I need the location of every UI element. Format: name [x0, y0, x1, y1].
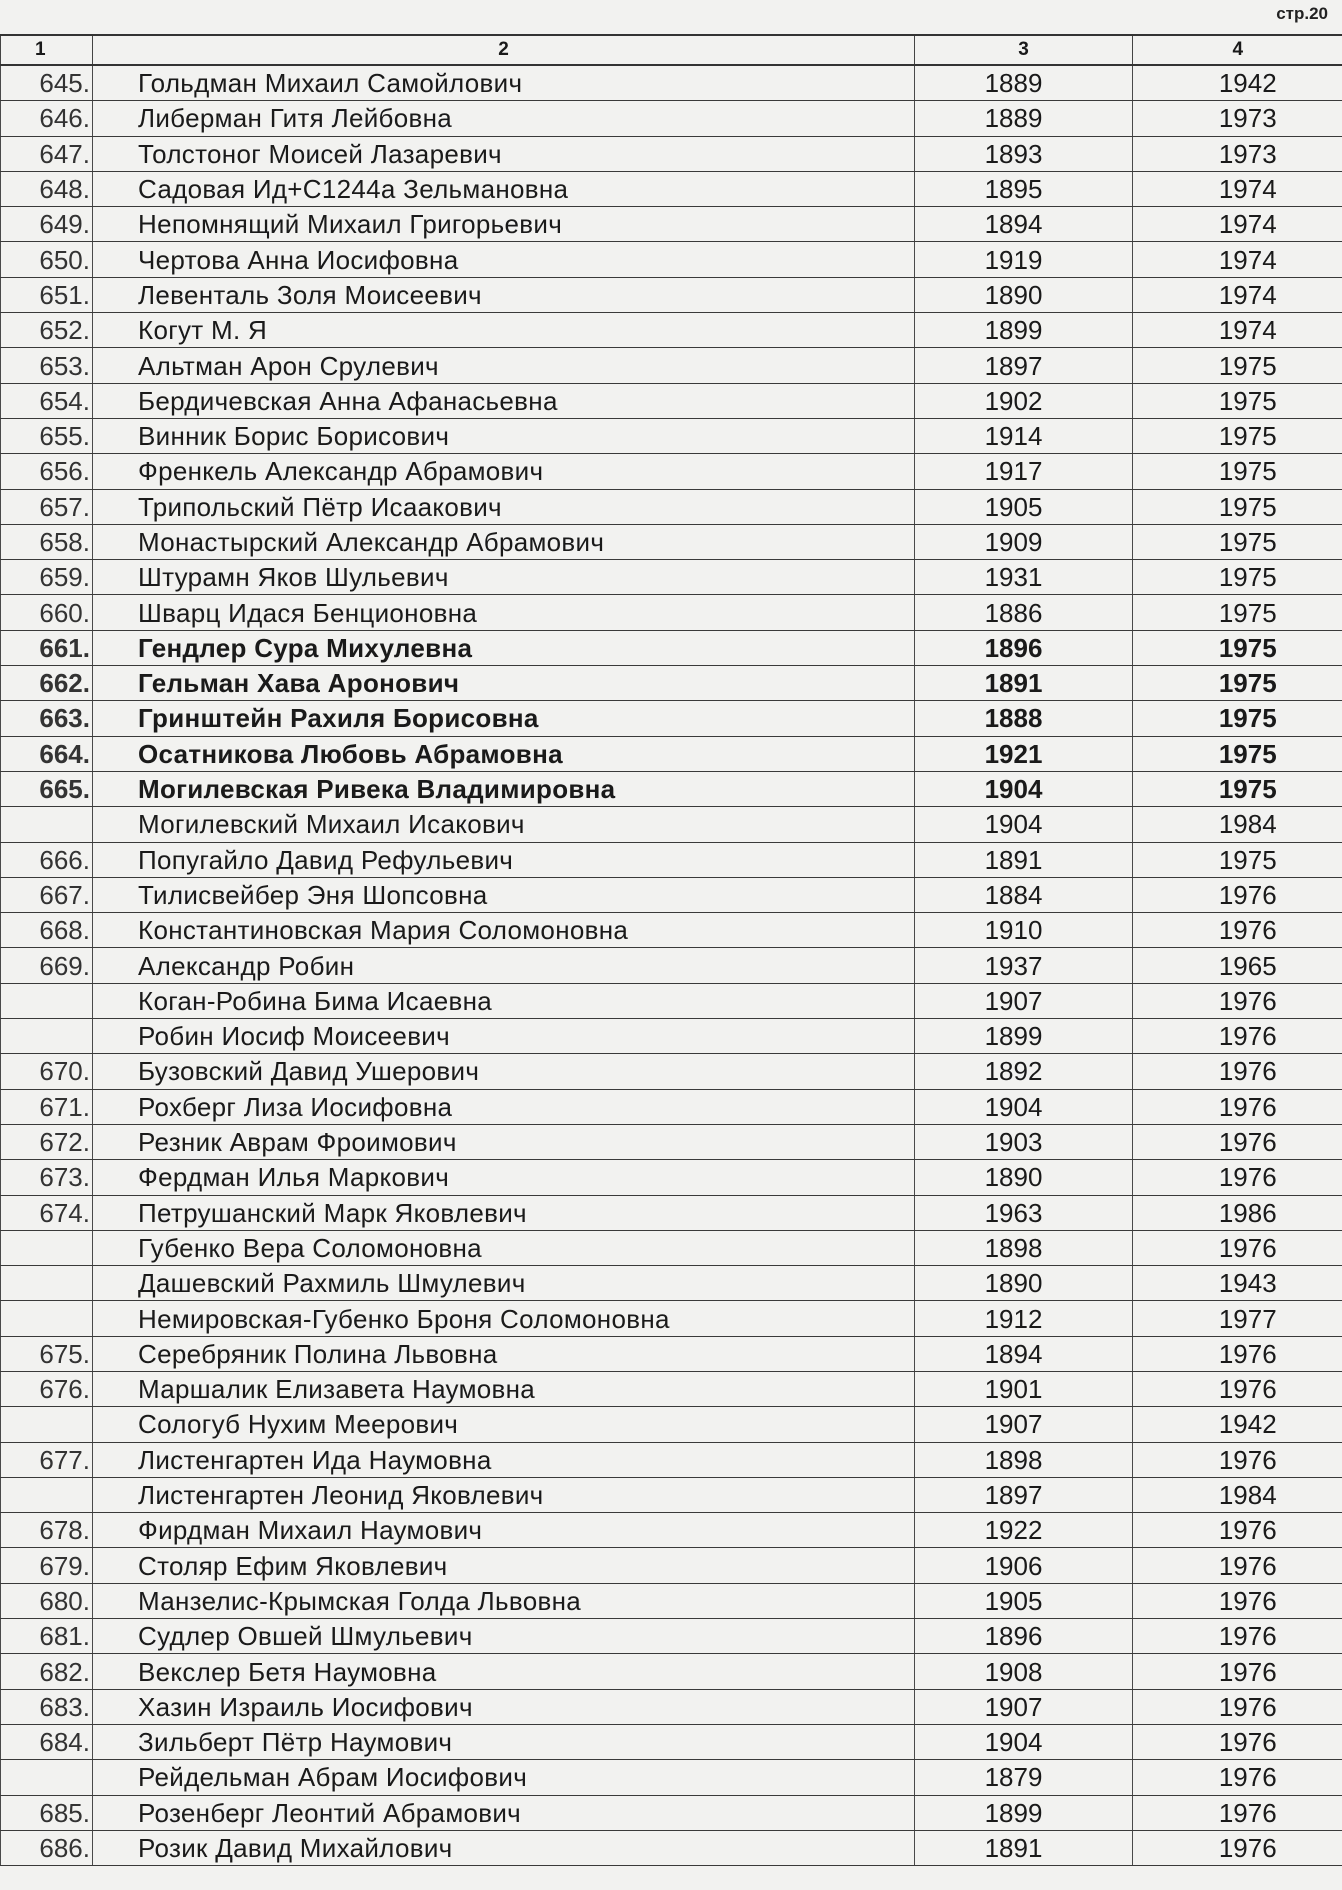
column-header-name: 2 [93, 35, 915, 65]
birth-year-cell: 1905 [915, 489, 1133, 524]
column-header-number: 1 [1, 35, 93, 65]
death-year-cell: 1975 [1133, 383, 1342, 418]
death-year-cell: 1974 [1133, 313, 1342, 348]
table-row [1, 560, 1342, 595]
table-row [1, 171, 1342, 206]
row-number-cell: 677. [1, 1442, 93, 1477]
person-name-cell: Могилевский Михаил Исакович [93, 807, 915, 842]
column-header-death-year: 4 [1133, 35, 1342, 65]
table-row [1, 1266, 1342, 1301]
birth-year-cell: 1894 [915, 1336, 1133, 1371]
person-name-cell: Бердичевская Анна Афанасьевна [93, 383, 915, 418]
death-year-cell: 1976 [1133, 913, 1342, 948]
birth-year-cell: 1963 [915, 1195, 1133, 1230]
person-name-cell: Столяр Ефим Яковлевич [93, 1548, 915, 1583]
death-year-cell: 1975 [1133, 771, 1342, 806]
person-name-cell: Гендлер Сура Михулевна [93, 630, 915, 665]
row-number-cell [1, 1760, 93, 1795]
birth-year-cell: 1892 [915, 1054, 1133, 1089]
birth-year-cell: 1896 [915, 630, 1133, 665]
death-year-cell: 1976 [1133, 1689, 1342, 1724]
person-name-cell: Осатникова Любовь Абрамовна [93, 736, 915, 771]
row-number-cell: 671. [1, 1089, 93, 1124]
row-number-cell: 657. [1, 489, 93, 524]
death-year-cell: 1977 [1133, 1301, 1342, 1336]
row-number-cell: 662. [1, 666, 93, 701]
table-row [1, 595, 1342, 630]
table-row [1, 701, 1342, 736]
table-row [1, 1336, 1342, 1371]
person-name-cell: Листенгартен Ида Наумовна [93, 1442, 915, 1477]
row-number-cell: 645. [1, 65, 93, 101]
person-name-cell: Штурамн Яков Шульевич [93, 560, 915, 595]
table-row [1, 207, 1342, 242]
row-number-cell: 656. [1, 454, 93, 489]
death-year-cell: 1976 [1133, 877, 1342, 912]
person-name-cell: Садовая Ид+С1244а Зельмановна [93, 171, 915, 206]
person-name-cell: Манзелис-Крымская Голда Львовна [93, 1583, 915, 1618]
death-year-cell: 1976 [1133, 1230, 1342, 1265]
person-name-cell: Александр Робин [93, 948, 915, 983]
death-year-cell: 1976 [1133, 1019, 1342, 1054]
table-row [1, 736, 1342, 771]
birth-year-cell: 1886 [915, 595, 1133, 630]
column-header-birth-year: 3 [915, 35, 1133, 65]
birth-year-cell: 1897 [915, 1477, 1133, 1512]
death-year-cell: 1976 [1133, 1795, 1342, 1830]
table-row [1, 1583, 1342, 1618]
table-row [1, 1689, 1342, 1724]
death-year-cell: 1975 [1133, 842, 1342, 877]
birth-year-cell: 1909 [915, 524, 1133, 559]
row-number-cell: 660. [1, 595, 93, 630]
death-year-cell: 1976 [1133, 1619, 1342, 1654]
death-year-cell: 1976 [1133, 1054, 1342, 1089]
table-row [1, 1442, 1342, 1477]
birth-year-cell: 1890 [915, 277, 1133, 312]
row-number-cell: 672. [1, 1124, 93, 1159]
person-name-cell: Розенберг Леонтий Абрамович [93, 1795, 915, 1830]
table-row [1, 948, 1342, 983]
birth-year-cell: 1890 [915, 1160, 1133, 1195]
death-year-cell: 1975 [1133, 630, 1342, 665]
row-number-cell: 674. [1, 1195, 93, 1230]
death-year-cell: 1975 [1133, 701, 1342, 736]
row-number-cell: 651. [1, 277, 93, 312]
person-name-cell: Фердман Илья Маркович [93, 1160, 915, 1195]
person-name-cell: Немировская-Губенко Броня Соломоновна [93, 1301, 915, 1336]
table-row [1, 1724, 1342, 1759]
death-year-cell: 1976 [1133, 1336, 1342, 1371]
burial-register-table [0, 34, 1342, 1866]
table-row [1, 666, 1342, 701]
row-number-cell: 664. [1, 736, 93, 771]
person-name-cell: Сологуб Нухим Меерович [93, 1407, 915, 1442]
table-row [1, 1230, 1342, 1265]
death-year-cell: 1975 [1133, 736, 1342, 771]
birth-year-cell: 1879 [915, 1760, 1133, 1795]
person-name-cell: Монастырский Александр Абрамович [93, 524, 915, 559]
death-year-cell: 1976 [1133, 1124, 1342, 1159]
row-number-cell [1, 1019, 93, 1054]
row-number-cell: 654. [1, 383, 93, 418]
person-name-cell: Петрушанский Марк Яковлевич [93, 1195, 915, 1230]
table-row [1, 1477, 1342, 1512]
birth-year-cell: 1904 [915, 807, 1133, 842]
row-number-cell: 676. [1, 1371, 93, 1406]
person-name-cell: Фирдман Михаил Наумович [93, 1513, 915, 1548]
table-row [1, 1160, 1342, 1195]
table-row [1, 383, 1342, 418]
row-number-cell: 658. [1, 524, 93, 559]
row-number-cell: 668. [1, 913, 93, 948]
person-name-cell: Левенталь Золя Моисеевич [93, 277, 915, 312]
person-name-cell: Гринштейн Рахиля Борисовна [93, 701, 915, 736]
table-row [1, 1513, 1342, 1548]
birth-year-cell: 1896 [915, 1619, 1133, 1654]
row-number-cell: 675. [1, 1336, 93, 1371]
death-year-cell: 1976 [1133, 1654, 1342, 1689]
person-name-cell: Хазин Израиль Иосифович [93, 1689, 915, 1724]
page-number: стр.20 [1276, 4, 1328, 23]
row-number-cell: 661. [1, 630, 93, 665]
birth-year-cell: 1899 [915, 313, 1133, 348]
table-row [1, 983, 1342, 1018]
person-name-cell: Бузовский Давид Ушерович [93, 1054, 915, 1089]
death-year-cell: 1975 [1133, 560, 1342, 595]
person-name-cell: Когут М. Я [93, 313, 915, 348]
table-row [1, 1548, 1342, 1583]
table-row [1, 1795, 1342, 1830]
row-number-cell: 684. [1, 1724, 93, 1759]
person-name-cell: Альтман Арон Срулевич [93, 348, 915, 383]
row-number-cell: 663. [1, 701, 93, 736]
birth-year-cell: 1904 [915, 771, 1133, 806]
birth-year-cell: 1903 [915, 1124, 1133, 1159]
person-name-cell: Коган-Робина Бима Исаевна [93, 983, 915, 1018]
table-row [1, 771, 1342, 806]
birth-year-cell: 1893 [915, 136, 1133, 171]
death-year-cell: 1974 [1133, 277, 1342, 312]
header-row [1, 35, 1342, 65]
row-number-cell: 673. [1, 1160, 93, 1195]
birth-year-cell: 1891 [915, 666, 1133, 701]
person-name-cell: Резник Аврам Фроимович [93, 1124, 915, 1159]
person-name-cell: Гельман Хава Аронович [93, 666, 915, 701]
death-year-cell: 1976 [1133, 1583, 1342, 1618]
person-name-cell: Винник Борис Борисович [93, 418, 915, 453]
person-name-cell: Робин Иосиф Моисеевич [93, 1019, 915, 1054]
birth-year-cell: 1884 [915, 877, 1133, 912]
table-row [1, 630, 1342, 665]
row-number-cell: 659. [1, 560, 93, 595]
table-row [1, 136, 1342, 171]
birth-year-cell: 1894 [915, 207, 1133, 242]
table-row [1, 1830, 1342, 1865]
row-number-cell [1, 1301, 93, 1336]
death-year-cell: 1976 [1133, 1371, 1342, 1406]
row-number-cell: 648. [1, 171, 93, 206]
table-row [1, 1371, 1342, 1406]
death-year-cell: 1974 [1133, 171, 1342, 206]
birth-year-cell: 1889 [915, 101, 1133, 136]
birth-year-cell: 1904 [915, 1089, 1133, 1124]
row-number-cell: 647. [1, 136, 93, 171]
table-row [1, 1407, 1342, 1442]
person-name-cell: Трипольский Пётр Исаакович [93, 489, 915, 524]
death-year-cell: 1975 [1133, 666, 1342, 701]
person-name-cell: Судлер Овшей Шмульевич [93, 1619, 915, 1654]
death-year-cell: 1974 [1133, 242, 1342, 277]
table-row [1, 1301, 1342, 1336]
birth-year-cell: 1937 [915, 948, 1133, 983]
death-year-cell: 1942 [1133, 65, 1342, 101]
table-row [1, 1195, 1342, 1230]
birth-year-cell: 1898 [915, 1230, 1133, 1265]
person-name-cell: Рейдельман Абрам Иосифович [93, 1760, 915, 1795]
table-row [1, 348, 1342, 383]
death-year-cell: 1976 [1133, 983, 1342, 1018]
row-number-cell: 650. [1, 242, 93, 277]
person-name-cell: Тилисвейбер Эня Шопсовна [93, 877, 915, 912]
birth-year-cell: 1910 [915, 913, 1133, 948]
death-year-cell: 1984 [1133, 1477, 1342, 1512]
table-row [1, 454, 1342, 489]
row-number-cell: 681. [1, 1619, 93, 1654]
death-year-cell: 1973 [1133, 101, 1342, 136]
death-year-cell: 1943 [1133, 1266, 1342, 1301]
person-name-cell: Попугайло Давид Рефульевич [93, 842, 915, 877]
birth-year-cell: 1891 [915, 842, 1133, 877]
row-number-cell [1, 1266, 93, 1301]
death-year-cell: 1973 [1133, 136, 1342, 171]
row-number-cell: 667. [1, 877, 93, 912]
row-number-cell: 670. [1, 1054, 93, 1089]
table-row [1, 842, 1342, 877]
birth-year-cell: 1904 [915, 1724, 1133, 1759]
birth-year-cell: 1907 [915, 983, 1133, 1018]
table-row [1, 1619, 1342, 1654]
person-name-cell: Маршалик Елизавета Наумовна [93, 1371, 915, 1406]
person-name-cell: Гольдман Михаил Самойлович [93, 65, 915, 101]
person-name-cell: Розик Давид Михайлович [93, 1830, 915, 1865]
person-name-cell: Дашевский Рахмиль Шмулевич [93, 1266, 915, 1301]
death-year-cell: 1965 [1133, 948, 1342, 983]
row-number-cell: 665. [1, 771, 93, 806]
row-number-cell [1, 983, 93, 1018]
death-year-cell: 1976 [1133, 1160, 1342, 1195]
row-number-cell: 683. [1, 1689, 93, 1724]
table-row [1, 1654, 1342, 1689]
person-name-cell: Шварц Идася Бенционовна [93, 595, 915, 630]
birth-year-cell: 1889 [915, 65, 1133, 101]
row-number-cell: 679. [1, 1548, 93, 1583]
table-row [1, 277, 1342, 312]
person-name-cell: Либерман Гитя Лейбовна [93, 101, 915, 136]
row-number-cell: 682. [1, 1654, 93, 1689]
birth-year-cell: 1902 [915, 383, 1133, 418]
birth-year-cell: 1922 [915, 1513, 1133, 1548]
person-name-cell: Чертова Анна Иосифовна [93, 242, 915, 277]
table-row [1, 489, 1342, 524]
row-number-cell [1, 1230, 93, 1265]
birth-year-cell: 1931 [915, 560, 1133, 595]
table-row [1, 1124, 1342, 1159]
table-row [1, 101, 1342, 136]
death-year-cell: 1975 [1133, 524, 1342, 559]
row-number-cell [1, 1477, 93, 1512]
row-number-cell: 678. [1, 1513, 93, 1548]
person-name-cell: Френкель Александр Абрамович [93, 454, 915, 489]
table-row [1, 877, 1342, 912]
birth-year-cell: 1891 [915, 1830, 1133, 1865]
person-name-cell: Зильберт Пётр Наумович [93, 1724, 915, 1759]
table-row [1, 913, 1342, 948]
death-year-cell: 1976 [1133, 1513, 1342, 1548]
birth-year-cell: 1890 [915, 1266, 1133, 1301]
row-number-cell: 685. [1, 1795, 93, 1830]
birth-year-cell: 1906 [915, 1548, 1133, 1583]
death-year-cell: 1976 [1133, 1724, 1342, 1759]
table-row [1, 418, 1342, 453]
birth-year-cell: 1921 [915, 736, 1133, 771]
person-name-cell: Рохберг Лиза Иосифовна [93, 1089, 915, 1124]
table-row [1, 524, 1342, 559]
row-number-cell: 666. [1, 842, 93, 877]
row-number-cell: 680. [1, 1583, 93, 1618]
table-body [1, 65, 1342, 1866]
row-number-cell: 669. [1, 948, 93, 983]
table-row [1, 807, 1342, 842]
birth-year-cell: 1898 [915, 1442, 1133, 1477]
person-name-cell: Губенко Вера Соломоновна [93, 1230, 915, 1265]
death-year-cell: 1976 [1133, 1830, 1342, 1865]
death-year-cell: 1975 [1133, 418, 1342, 453]
table-row [1, 242, 1342, 277]
death-year-cell: 1986 [1133, 1195, 1342, 1230]
birth-year-cell: 1912 [915, 1301, 1133, 1336]
birth-year-cell: 1899 [915, 1019, 1133, 1054]
person-name-cell: Серебряник Полина Львовна [93, 1336, 915, 1371]
person-name-cell: Константиновская Мария Соломоновна [93, 913, 915, 948]
table-row [1, 65, 1342, 101]
person-name-cell: Листенгартен Леонид Яковлевич [93, 1477, 915, 1512]
birth-year-cell: 1919 [915, 242, 1133, 277]
birth-year-cell: 1905 [915, 1583, 1133, 1618]
birth-year-cell: 1914 [915, 418, 1133, 453]
row-number-cell: 653. [1, 348, 93, 383]
death-year-cell: 1976 [1133, 1442, 1342, 1477]
death-year-cell: 1975 [1133, 489, 1342, 524]
death-year-cell: 1975 [1133, 595, 1342, 630]
death-year-cell: 1974 [1133, 207, 1342, 242]
death-year-cell: 1975 [1133, 454, 1342, 489]
row-number-cell: 686. [1, 1830, 93, 1865]
table-row [1, 1760, 1342, 1795]
birth-year-cell: 1901 [915, 1371, 1133, 1406]
birth-year-cell: 1917 [915, 454, 1133, 489]
death-year-cell: 1976 [1133, 1548, 1342, 1583]
person-name-cell: Векслер Бетя Наумовна [93, 1654, 915, 1689]
death-year-cell: 1984 [1133, 807, 1342, 842]
row-number-cell: 649. [1, 207, 93, 242]
person-name-cell: Толстоног Моисей Лазаревич [93, 136, 915, 171]
birth-year-cell: 1908 [915, 1654, 1133, 1689]
birth-year-cell: 1907 [915, 1689, 1133, 1724]
birth-year-cell: 1907 [915, 1407, 1133, 1442]
birth-year-cell: 1899 [915, 1795, 1133, 1830]
table-row [1, 1019, 1342, 1054]
death-year-cell: 1976 [1133, 1089, 1342, 1124]
birth-year-cell: 1895 [915, 171, 1133, 206]
row-number-cell: 646. [1, 101, 93, 136]
table-row [1, 313, 1342, 348]
table-row [1, 1054, 1342, 1089]
birth-year-cell: 1897 [915, 348, 1133, 383]
birth-year-cell: 1888 [915, 701, 1133, 736]
person-name-cell: Могилевская Ривека Владимировна [93, 771, 915, 806]
death-year-cell: 1942 [1133, 1407, 1342, 1442]
row-number-cell: 652. [1, 313, 93, 348]
row-number-cell [1, 807, 93, 842]
person-name-cell: Непомнящий Михаил Григорьевич [93, 207, 915, 242]
death-year-cell: 1975 [1133, 348, 1342, 383]
death-year-cell: 1976 [1133, 1760, 1342, 1795]
row-number-cell: 655. [1, 418, 93, 453]
table-row [1, 1089, 1342, 1124]
row-number-cell [1, 1407, 93, 1442]
